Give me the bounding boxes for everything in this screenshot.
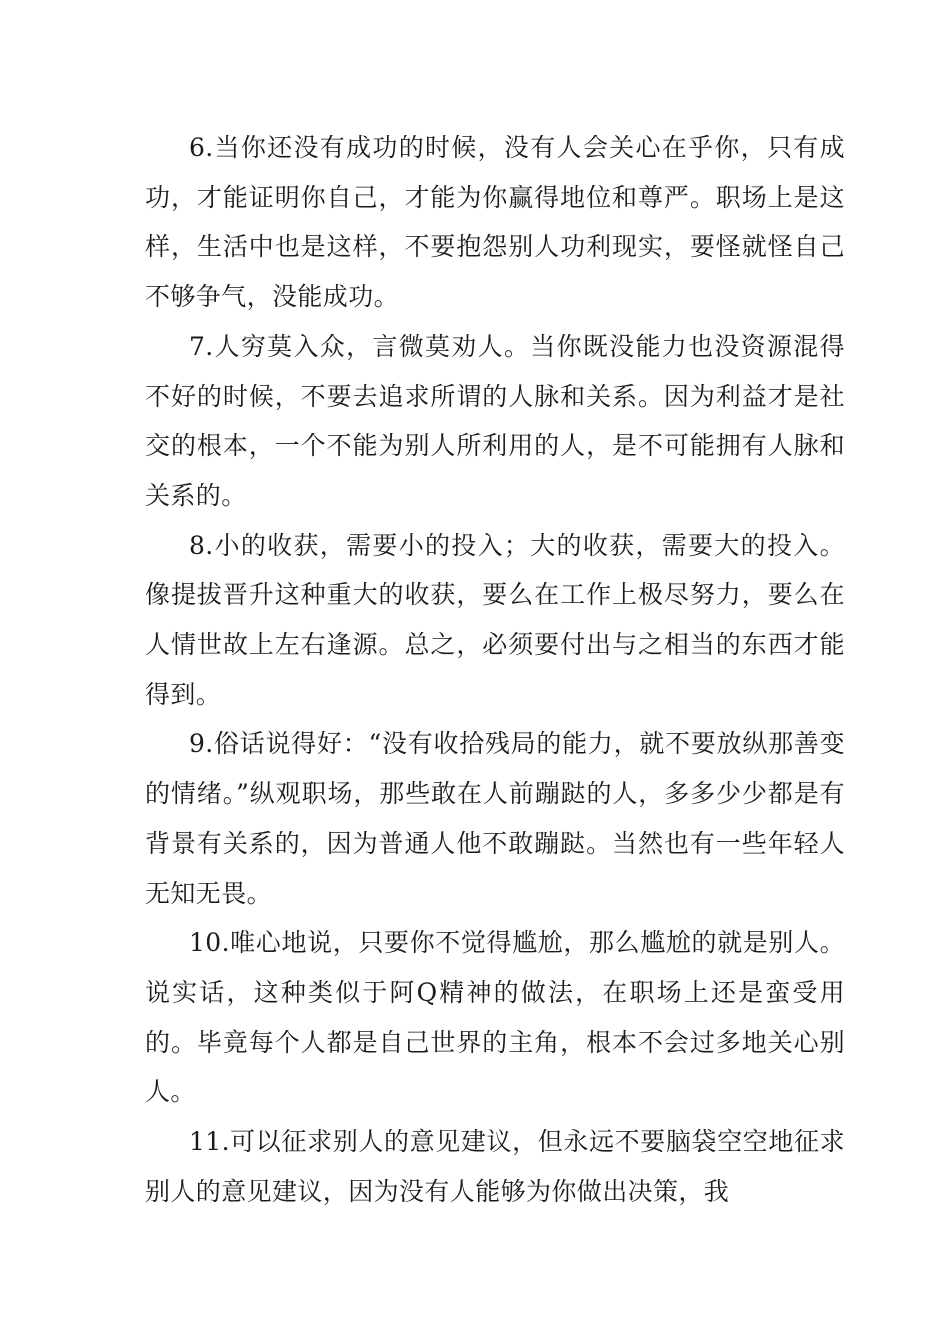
paragraph-6: 6.当你还没有成功的时候，没有人会关心在乎你，只有成功，才能证明你自己，才能为你赢得地位和尊严。职场上是这样，生活中也是这样，不要抱怨别人功利现实，要怪就怪自己不够争气，没能成功。 — [145, 133, 845, 312]
paragraph-8: 8.小的收获，需要小的投入；大的收获，需要大的投入。像提拔晋升这种重大的收获，要么在工作上极尽努力，要么在人情世故上左右逢源。总之，必须要付出与之相当的东西才能得到。 — [145, 530, 845, 709]
document-body — [145, 123, 845, 1216]
paragraph-11: 11.可以征求别人的意见建议，但永远不要脑袋空空地征求别人的意见建议，因为没有人能够为你做出决策，我 — [145, 1127, 845, 1206]
paragraph-10: 10.唯心地说，只要你不觉得尴尬，那么尴尬的就是别人。说实话，这种类似于阿Q精神的做法，在职场上还是蛮受用的。毕竟每个人都是自己世界的主角，根本不会过多地关心别人。 — [145, 928, 845, 1107]
paragraph-7: 7.人穷莫入众，言微莫劝人。当你既没能力也没资源混得不好的时候，不要去追求所谓的人脉和关系。因为利益才是社交的根本，一个不能为别人所利用的人，是不可能拥有人脉和关系的。 — [145, 331, 845, 510]
paragraph-9: 9.俗话说得好：“没有收拾残局的能力，就不要放纵那善变的情绪。”纵观职场，那些敢在人前蹦跶的人，多多少少都是有背景有关系的，因为普通人他不敢蹦跶。当然也有一些年轻人无知无畏。 — [145, 729, 845, 908]
